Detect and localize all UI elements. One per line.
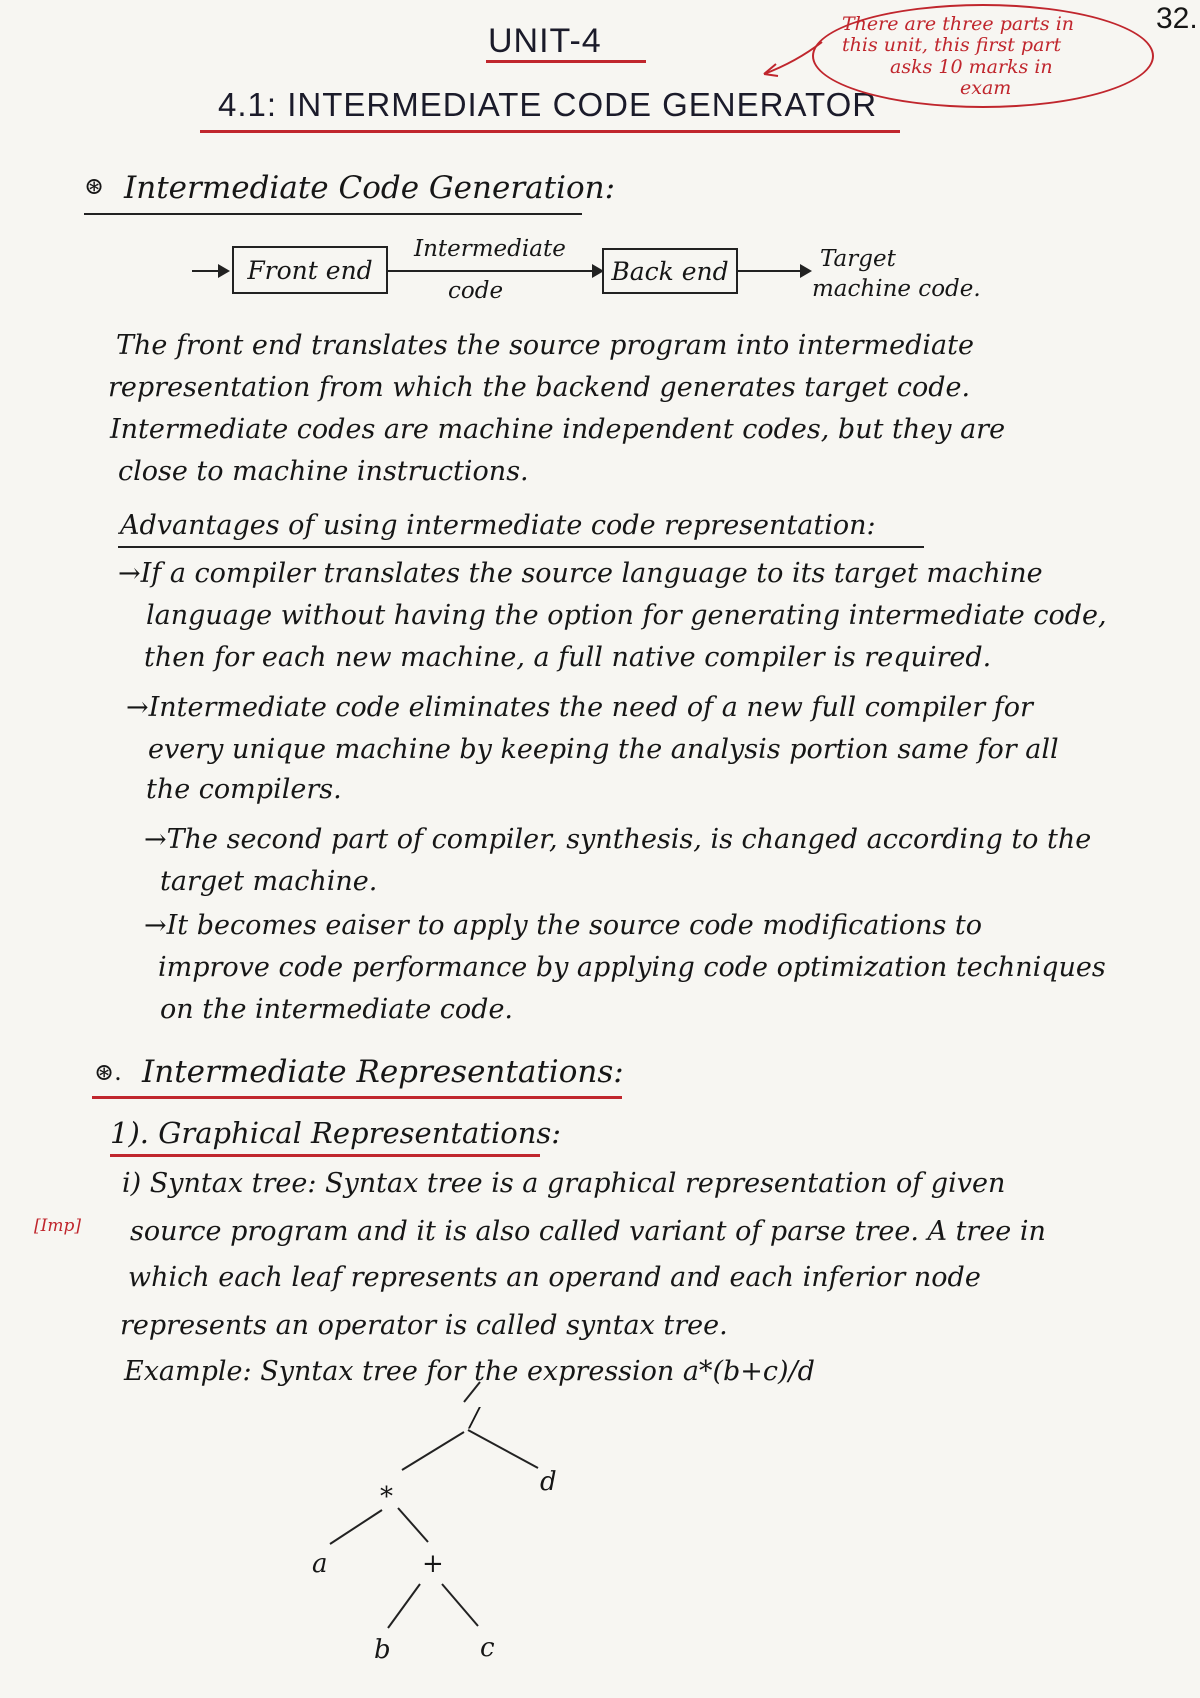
output-arrow-icon: [738, 270, 804, 272]
syntax-tree: [290, 1380, 590, 1680]
advantages-heading: Advantages of using intermediate code representation:: [120, 510, 876, 541]
adv-line-1: →If a compiler translates the source language to its target machine: [118, 558, 1043, 589]
note-arrow-icon: [756, 34, 826, 84]
graphical-underline: [110, 1154, 540, 1157]
front-end-box: [232, 246, 388, 294]
page-number: 32.: [1156, 2, 1198, 35]
para-line-1: The front end translates the source program into intermediate: [116, 330, 974, 361]
tree-node-c: c: [480, 1633, 495, 1663]
adv-line-10: improve code performance by applying code optimization techniques: [158, 952, 1106, 983]
unit-title-underline: [486, 60, 646, 63]
code-label: code: [448, 278, 504, 304]
syntax-line-2: source program and it is also called variant of parse tree. A tree in: [130, 1216, 1046, 1247]
intermediate-label: Intermediate: [414, 236, 566, 262]
edge-mul-a: [330, 1510, 382, 1544]
edge-root-mul: [402, 1432, 464, 1470]
edge-root-d: [468, 1430, 538, 1468]
adv-line-5: every unique machine by keeping the analysis portion same for all: [148, 734, 1059, 765]
back-end-box: [602, 248, 738, 294]
note-line-4: exam: [960, 77, 1012, 99]
section-title-underline: [200, 130, 900, 133]
ir-heading-underline: [92, 1096, 622, 1099]
tree-node-a: a: [312, 1549, 328, 1579]
adv-line-8: target machine.: [160, 866, 378, 897]
section-title: 4.1: INTERMEDIATE CODE GENERATOR: [218, 86, 878, 123]
adv-line-6: the compilers.: [146, 774, 342, 805]
para-line-4: close to machine instructions.: [118, 456, 529, 487]
unit-title: UNIT-4: [488, 22, 602, 60]
output-arrowhead-icon: [800, 264, 812, 278]
note-line-2: this unit, this first part: [842, 34, 1062, 56]
adv-line-3: then for each new machine, a full native compiler is required.: [144, 642, 992, 673]
adv-line-2: language without having the option for generating intermediate code,: [146, 600, 1107, 631]
adv-line-9: →It becomes eaiser to apply the source code modifications to: [144, 910, 983, 941]
para-line-2: representation from which the backend generates target code.: [108, 372, 971, 403]
adv-line-11: on the intermediate code.: [160, 994, 514, 1025]
advantages-underline: [118, 546, 924, 548]
icg-heading-underline: [84, 213, 582, 215]
para-line-3: Intermediate codes are machine independent codes, but they are: [110, 414, 1006, 445]
target-label: Target: [820, 246, 896, 272]
edge-plus-c: [442, 1584, 478, 1626]
tree-node-mul: *: [380, 1482, 393, 1512]
front-end-label: Front end: [247, 255, 373, 285]
ir-heading: Intermediate Representations:: [142, 1054, 624, 1090]
adv-line-4: →Intermediate code eliminates the need of a new full compiler for: [126, 692, 1033, 723]
input-arrowhead-icon: [218, 264, 230, 278]
edge-plus-b: [388, 1584, 420, 1628]
tree-node-plus: +: [422, 1549, 444, 1579]
note-line-1: There are three parts in: [842, 13, 1075, 35]
edge-mul-plus: [398, 1508, 428, 1542]
icg-heading: Intermediate Code Generation:: [124, 170, 616, 206]
adv-line-7: →The second part of compiler, synthesis, is changed according to the: [144, 824, 1092, 855]
intermediate-arrow-icon: [388, 270, 596, 272]
syntax-line-4: represents an operator is called syntax tree.: [120, 1310, 728, 1341]
graphical-heading: 1). Graphical Representations:: [110, 1116, 562, 1150]
example-line: Example: Syntax tree for the expression a*(b+c)/d: [124, 1356, 815, 1387]
machine-code-label: machine code.: [812, 276, 981, 302]
tree-node-b: b: [374, 1635, 391, 1665]
tree-node-d: d: [540, 1467, 557, 1497]
back-end-label: Back end: [611, 256, 729, 286]
bullet-icon: ⊛: [84, 172, 105, 200]
root-top-edge: [464, 1382, 480, 1402]
bullet-icon-2: ⊛.: [94, 1058, 122, 1086]
tree-node-root: /: [470, 1403, 479, 1433]
syntax-line-1: i) Syntax tree: Syntax tree is a graphical representation of given: [122, 1168, 1006, 1199]
imp-tag: [Imp]: [34, 1216, 81, 1236]
syntax-line-3: which each leaf represents an operand and each inferior node: [128, 1262, 981, 1293]
note-line-3: asks 10 marks in: [890, 56, 1053, 78]
